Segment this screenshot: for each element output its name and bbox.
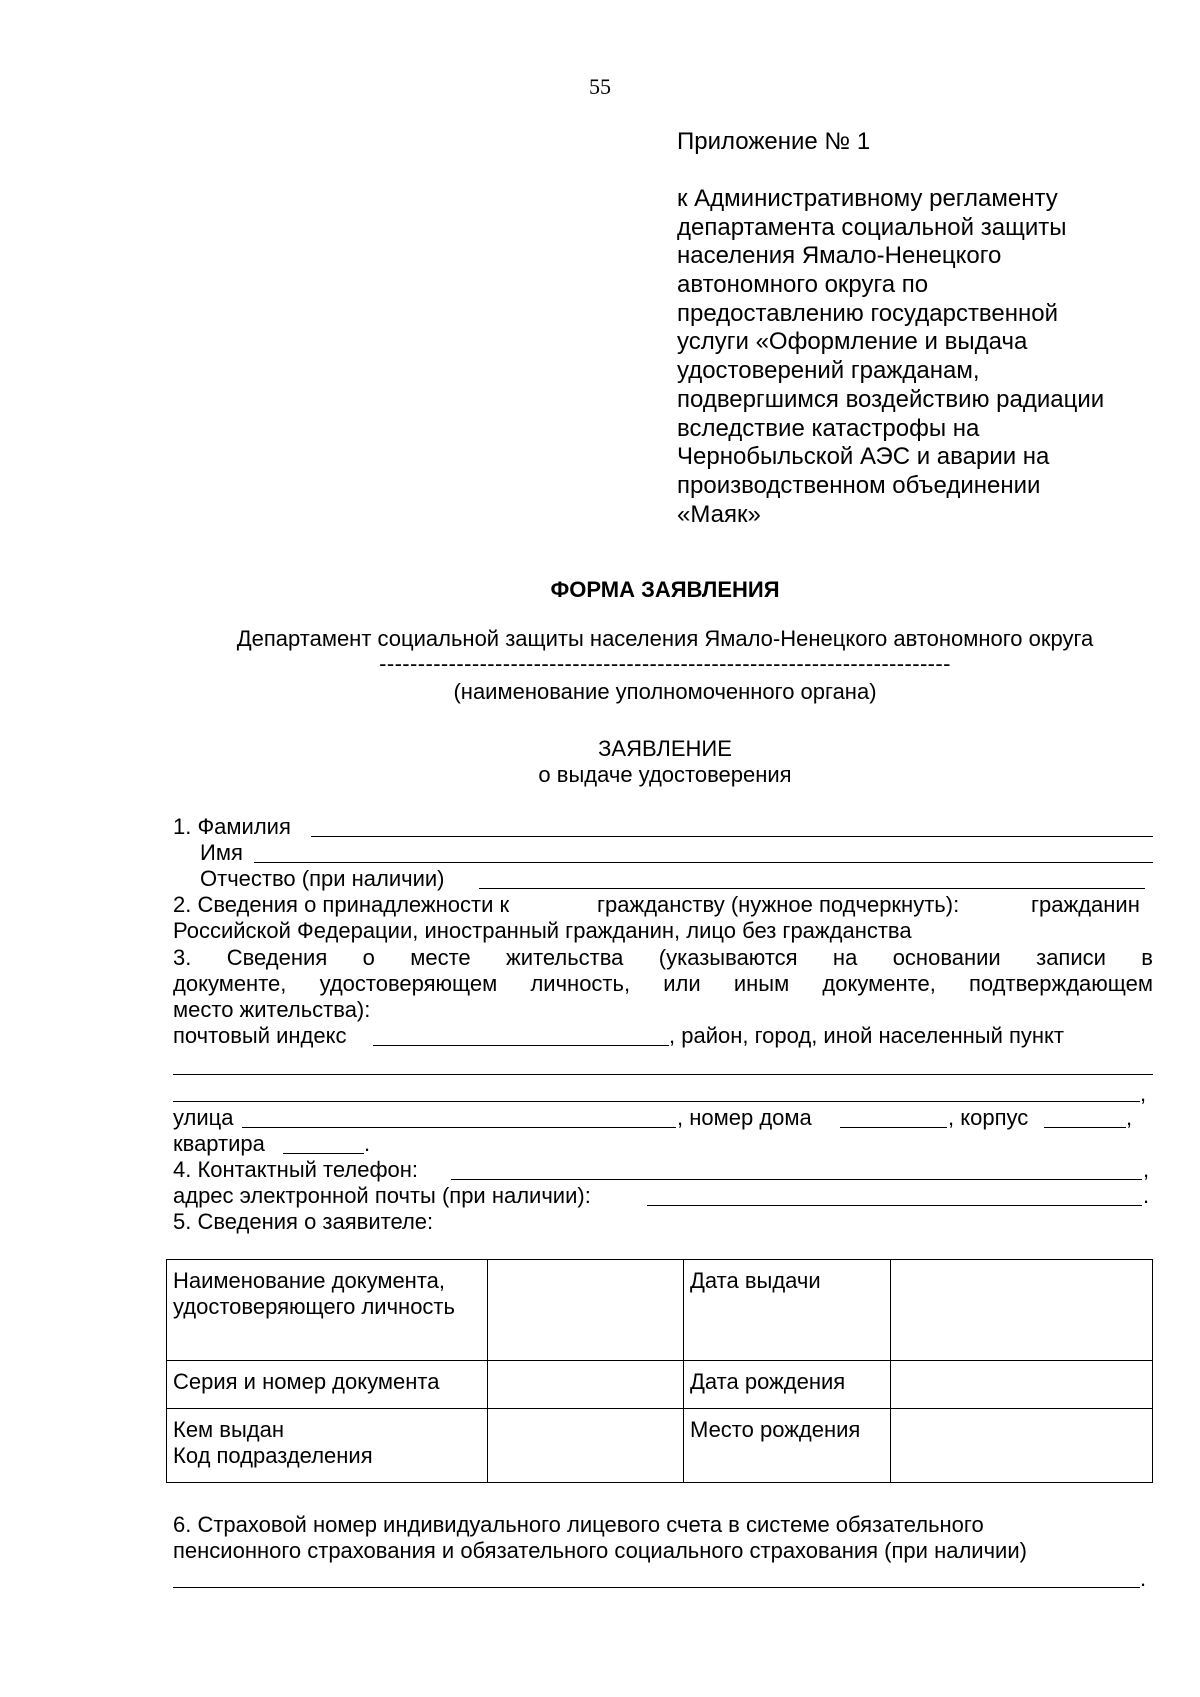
table-label-cell [684,1361,891,1409]
appendix-line: подвергшимся воздействию радиации [677,385,1105,413]
table-label-cell [167,1409,488,1483]
statement-title: ЗАЯВЛЕНИЕ [598,736,732,761]
email-label: адрес электронной почты (при наличии): [173,1183,591,1208]
email-field[interactable] [647,1205,1142,1206]
doc-number-label: Серия и номер документа [173,1369,440,1394]
appendix-line: населения Ямало-Ненецкого [677,242,1002,270]
snils-period: . [1140,1566,1147,1591]
table-row [167,1361,1153,1409]
issue-date-label: Дата выдачи [690,1268,821,1293]
phone-field[interactable] [451,1179,1142,1180]
appendix-line: Чернобыльской АЭС и аварии на [677,443,1050,471]
citizenship-line2: Российской Федерации, иностранный гражданин, лицо без гражданства [173,918,912,943]
citizenship-line1-c: гражданин [1031,892,1140,917]
postal-index-field[interactable] [373,1045,669,1046]
division-code-label: Код подразделения [173,1443,373,1468]
birth-place-value[interactable] [891,1409,1153,1483]
locality-field[interactable] [173,1074,1153,1075]
appendix-line: услуги «Оформление и выдача [677,328,1028,356]
appendix-line: предоставлению государственной [677,299,1059,327]
doc-name-value[interactable] [488,1260,684,1361]
residence-line2: документе, удостоверяющем личность, или иным документе, подтверждающем [173,971,1153,996]
name-field[interactable] [254,862,1153,863]
apartment-field[interactable] [283,1153,364,1154]
appendix-line: производственном объединении [677,471,1041,499]
appendix-line: департамента социальной защиты [677,213,1067,241]
postal-index-label: почтовый индекс [173,1023,347,1048]
authority-caption: (наименование уполномоченного органа) [453,679,877,704]
apartment-label: квартира [173,1131,265,1156]
street-label: улица [173,1105,234,1130]
snils-line1: 6. Страховой номер индивидуального лицевого счета в системе обязательного [173,1512,984,1537]
authority-name: Департамент социальной защиты населения Ямало-Ненецкого автономного округа [236,626,1094,651]
appendix-block [677,185,1177,529]
building-comma: , [1126,1105,1133,1130]
appendix-title: Приложение № 1 [677,128,871,155]
building-field[interactable] [1044,1127,1126,1128]
table-label-cell [684,1260,891,1361]
snils-field[interactable] [173,1587,1140,1588]
locality-field-2[interactable] [173,1101,1140,1102]
patronymic-field[interactable] [479,888,1145,889]
house-field[interactable] [840,1127,947,1128]
table-label-cell [684,1409,891,1483]
residence-line3: место жительства): [173,997,371,1022]
citizenship-line1-b: гражданству (нужное подчеркнуть): [597,892,960,917]
surname-field[interactable] [311,836,1153,837]
applicant-label: 5. Сведения о заявителе: [173,1209,434,1234]
residence-line1: 3. Сведения о месте жительства (указываются на основании записи в [173,945,1153,970]
appendix-line: удостоверений гражданам, [677,357,980,385]
surname-label: 1. Фамилия [173,814,291,839]
phone-label: 4. Контактный телефон: [173,1157,419,1182]
appendix-line: «Маяк» [677,500,761,528]
table-label-cell [167,1361,488,1409]
phone-comma: , [1143,1157,1150,1182]
issued-by-label: Кем выдан [173,1417,285,1442]
email-period: . [1143,1183,1150,1208]
district-label: , район, город, иной населенный пункт [669,1023,1064,1048]
page-number: 55 [589,74,611,99]
appendix-line: к Административному регламенту [677,185,1058,212]
patronymic-label: Отчество (при наличии) [200,866,445,891]
doc-name-label: Наименование документа, удостоверяющего личность [173,1268,455,1319]
table-row [167,1260,1153,1361]
citizenship-line1-a: 2. Сведения о принадлежности к [173,892,510,917]
birth-place-label: Место рождения [690,1417,861,1442]
issue-date-value[interactable] [891,1260,1153,1361]
form-title: ФОРМА ЗАЯВЛЕНИЯ [550,577,780,602]
appendix-line: автономного округа по [677,271,929,299]
locality-comma: , [1140,1081,1147,1106]
applicant-table [166,1259,1153,1483]
name-label: Имя [200,840,243,865]
birth-date-value[interactable] [891,1361,1153,1409]
apartment-period: . [364,1131,371,1156]
building-label: , корпус [948,1105,1029,1130]
appendix-line: вследствие катастрофы на [677,414,980,442]
house-label: , номер дома [677,1105,812,1130]
snils-line2: пенсионного страхования и обязательного социального страхования (при наличии) [173,1538,1027,1563]
table-row [167,1409,1153,1483]
birth-date-label: Дата рождения [690,1369,846,1394]
statement-subtitle: о выдаче удостоверения [538,762,792,787]
issued-by-value[interactable] [488,1409,684,1483]
surname-row [173,814,291,840]
patronymic-row [200,866,445,892]
doc-number-value[interactable] [488,1361,684,1409]
table-label-cell [167,1260,488,1361]
street-field[interactable] [242,1127,676,1128]
authority-dashes: -------------------------------------------------------------------------- [379,651,951,676]
name-row [200,840,243,866]
